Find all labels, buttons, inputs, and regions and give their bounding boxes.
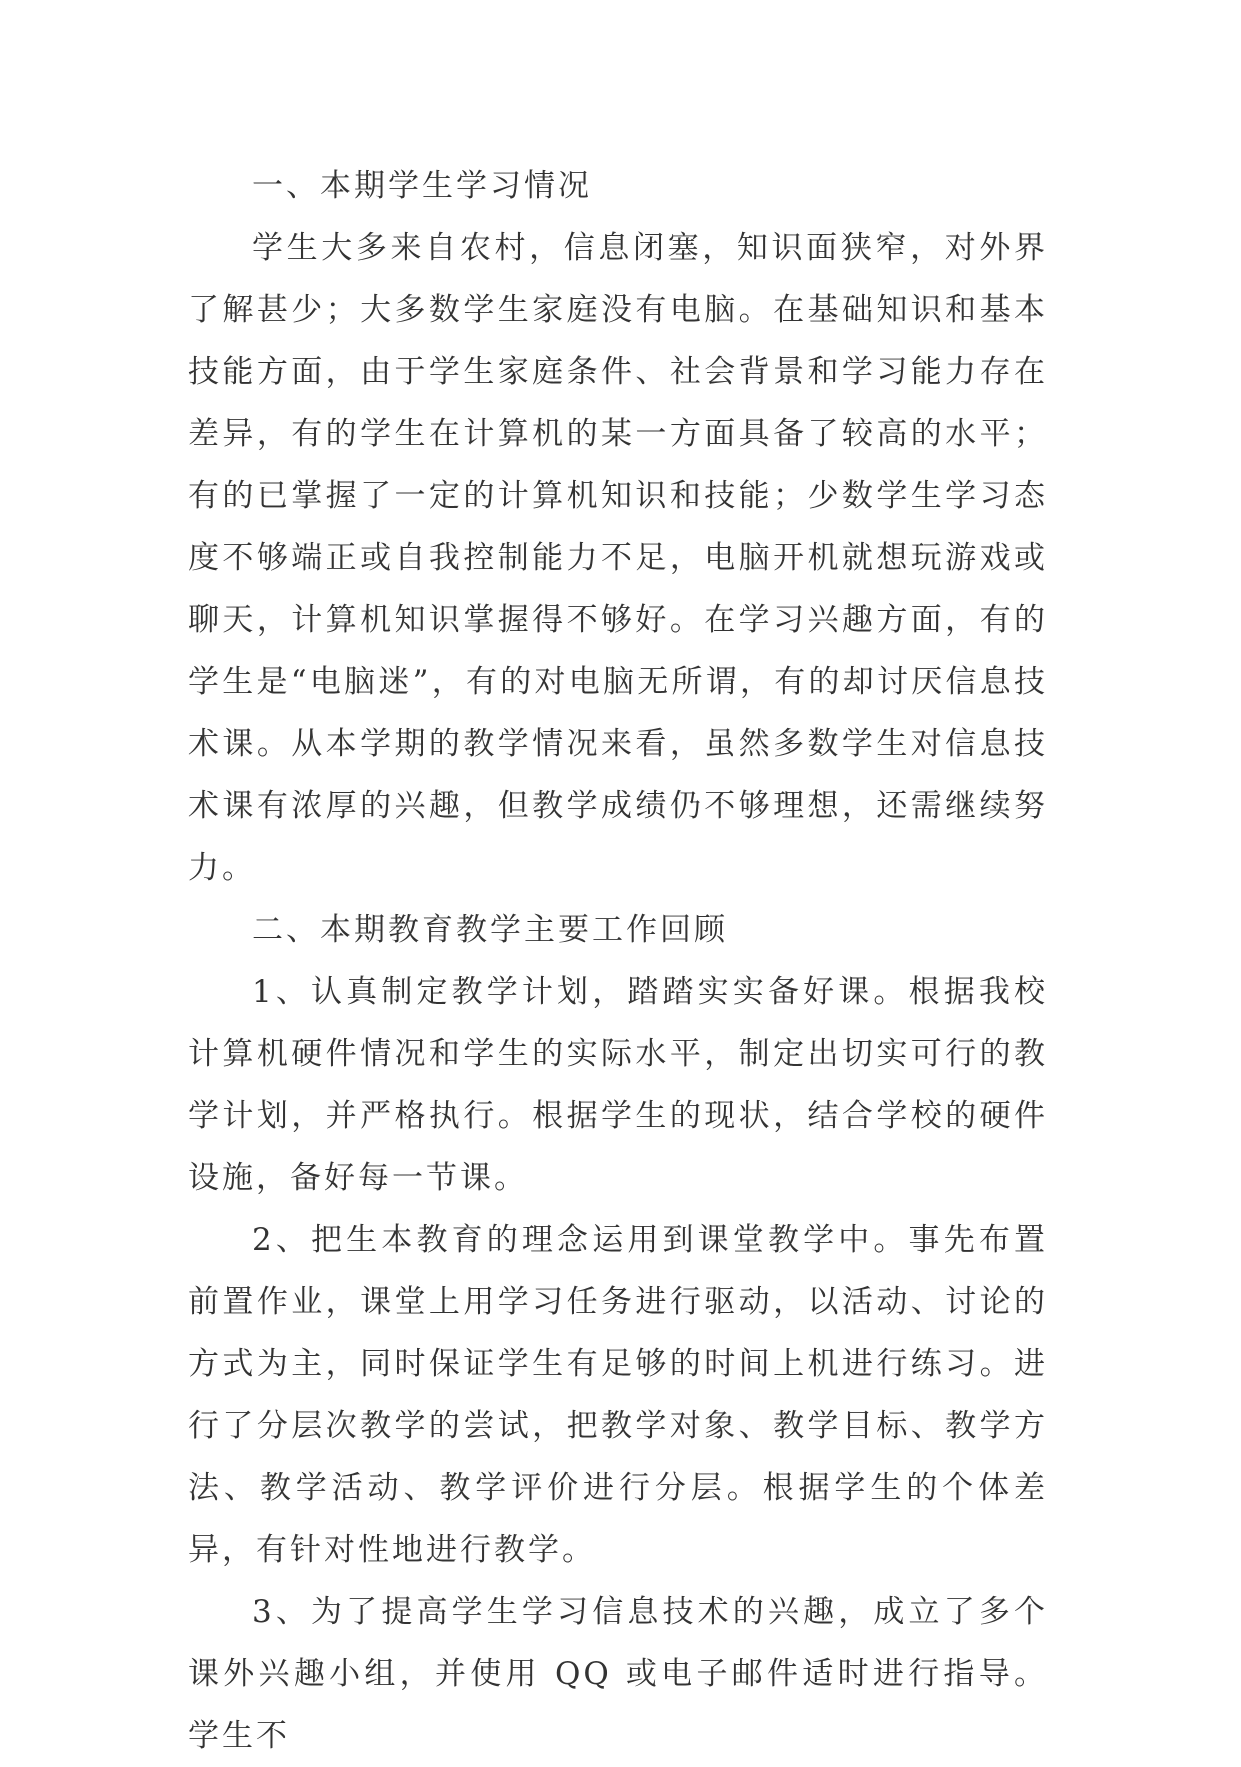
paragraph-item-3: 3、为了提高学生学习信息技术的兴趣，成立了多个课外兴趣小组，并使用 QQ 或电子邮件适时进行指导。学生不 (188, 1594, 1048, 1754)
paragraph-item-1: 1、认真制定教学计划，踏踏实实备好课。根据我校计算机硬件情况和学生的实际水平，制定出切实可行的教学计划，并严格执行。根据学生的现状，结合学校的硬件设施，备好每一节课。 (188, 974, 1048, 1196)
section-heading-1: 一、本期学生学习情况 (252, 168, 592, 204)
document-body (188, 155, 1048, 1767)
section-heading-2: 二、本期教育教学主要工作回顾 (252, 912, 728, 948)
paragraph-item-2: 2、把生本教育的理念运用到课堂教学中。事先布置前置作业，课堂上用学习任务进行驱动，以活动、讨论的方式为主，同时保证学生有足够的时间上机进行练习。进行了分层次教学的尝试，把教学对象、教学目标、教学方法、教学活动、教学评价进行分层。根据学生的个体差异，有针对性地进行教学。 (188, 1222, 1048, 1568)
paragraph-student-situation: 学生大多来自农村，信息闭塞，知识面狭窄，对外界了解甚少；大多数学生家庭没有电脑。在基础知识和基本技能方面，由于学生家庭条件、社会背景和学习能力存在差异，有的学生在计算机的某一方面具备了较高的水平；有的已掌握了一定的计算机知识和技能；少数学生学习态度不够端正或自我控制能力不足，电脑开机就想玩游戏或聊天，计算机知识掌握得不够好。在学习兴趣方面，有的学生是“电脑迷”，有的对电脑无所谓，有的却讨厌信息技术课。从本学期的教学情况来看，虽然多数学生对信息技术课有浓厚的兴趣，但教学成绩仍不够理想，还需继续努力。 (188, 230, 1048, 886)
